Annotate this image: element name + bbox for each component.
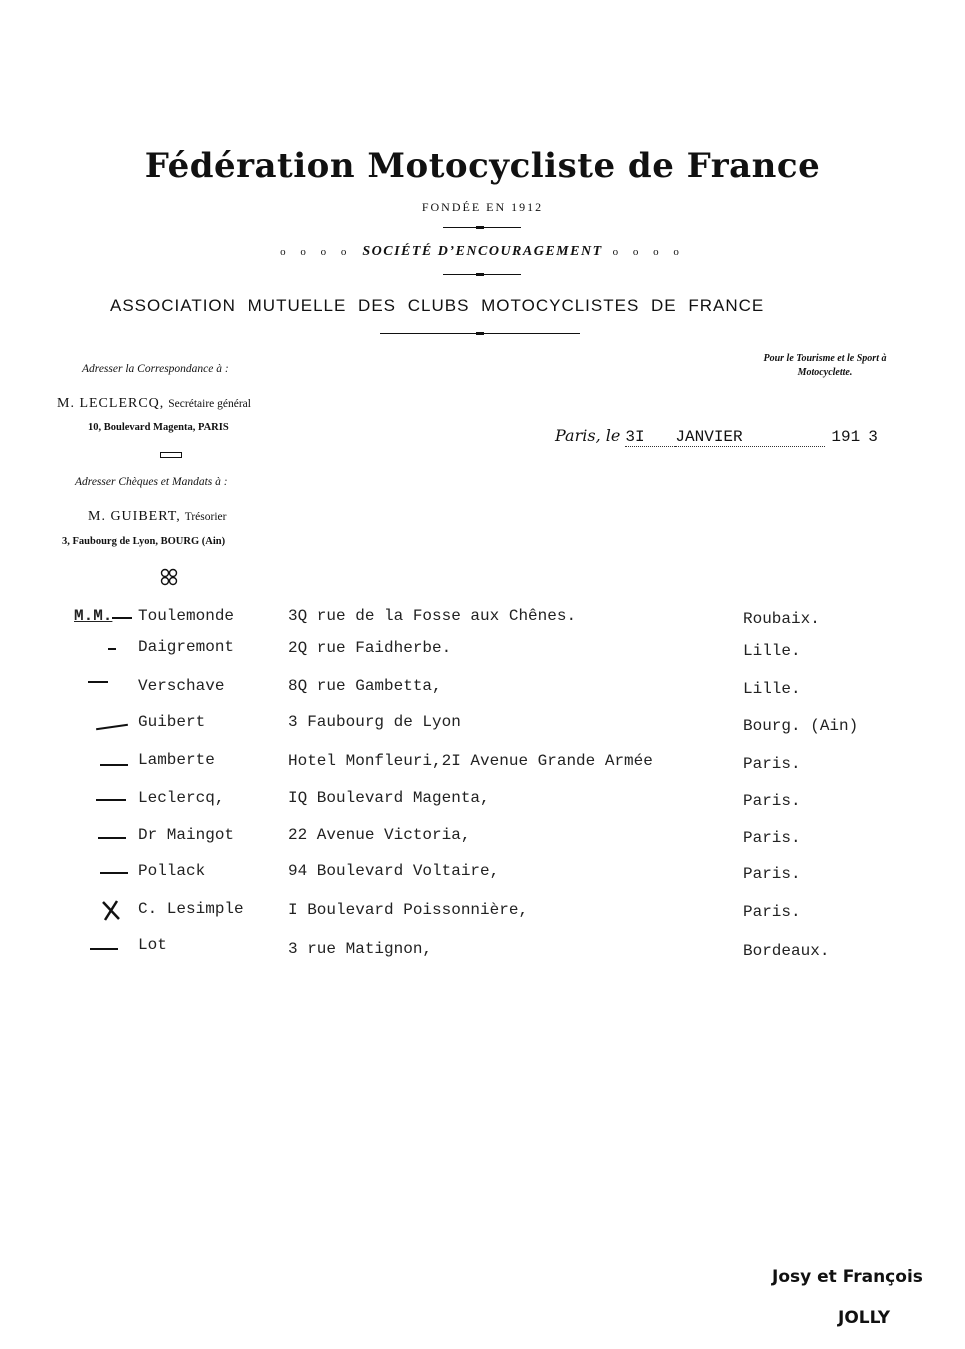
society-dots-left: o o o o xyxy=(280,246,353,258)
member-name: Lamberte xyxy=(138,751,215,769)
treasurer-line xyxy=(88,507,226,525)
founded-line: FONDÉE EN 1912 xyxy=(421,200,544,214)
member-city: Roubaix. xyxy=(743,610,820,628)
secretary-name: M. LECLERCQ, xyxy=(57,396,165,411)
row-dash xyxy=(96,724,128,730)
signature-line-1: Josy et François xyxy=(772,1267,923,1287)
small-box-ornament xyxy=(160,452,182,458)
member-name: Lot xyxy=(138,936,167,954)
secretary-line xyxy=(57,394,251,412)
row-dash xyxy=(90,948,118,950)
treasurer-role: Trésorier xyxy=(184,511,227,523)
cheques-label: Adresser Chèques et Mandats à : xyxy=(75,476,228,488)
ornament-knot xyxy=(476,226,484,229)
treasurer-address: 3, Faubourg de Lyon, BOURG (Ain) xyxy=(62,536,226,547)
row-dash xyxy=(96,799,126,801)
date-prefix: Paris, le xyxy=(555,426,621,445)
member-city: Lille. xyxy=(743,680,801,698)
signature-line-2: JOLLY xyxy=(838,1308,891,1328)
member-city: Paris. xyxy=(743,829,801,847)
member-city: Paris. xyxy=(743,903,801,921)
flower-ornament-icon xyxy=(158,568,180,586)
member-city: Paris. xyxy=(743,792,801,810)
member-city: Paris. xyxy=(743,755,801,773)
member-address: 3Q rue de la Fosse aux Chênes. xyxy=(288,607,577,625)
row-dash xyxy=(98,837,126,839)
member-address: 3 Faubourg de Lyon xyxy=(288,713,461,731)
row-dash xyxy=(88,681,108,683)
member-address: Hotel Monfleuri,2I Avenue Grande Armée xyxy=(288,752,653,770)
header-rule-knot xyxy=(476,332,484,335)
member-name: Guibert xyxy=(138,713,206,731)
member-city: Bourg. (Ain) xyxy=(743,717,859,735)
treasurer-name: M. GUIBERT, xyxy=(88,509,181,524)
association-line: ASSOCIATION MUTUELLE DES CLUBS MOTOCYCLISTES DE FRANCE xyxy=(110,296,765,315)
member-name: Toulemonde xyxy=(138,607,235,625)
member-address: 94 Boulevard Voltaire, xyxy=(288,862,500,880)
member-address: 8Q rue Gambetta, xyxy=(288,677,442,695)
member-city: Paris. xyxy=(743,865,801,883)
date-year-prefix: 191 xyxy=(831,428,861,446)
member-name: Daigremont xyxy=(138,638,235,656)
member-address: 22 Avenue Victoria, xyxy=(288,826,471,844)
letterhead-title: Fédération Motocycliste de France xyxy=(144,146,821,186)
member-name: Leclercq, xyxy=(138,789,225,807)
secretary-address: 10, Boulevard Magenta, PARIS xyxy=(88,422,229,433)
ornament-knot xyxy=(476,273,484,276)
row-dash xyxy=(100,764,128,766)
member-address: I Boulevard Poissonnière, xyxy=(288,901,529,919)
correspondence-label: Adresser la Correspondance à : xyxy=(82,363,229,375)
date-month: JANVIER xyxy=(675,428,825,447)
member-address: IQ Boulevard Magenta, xyxy=(288,789,490,807)
member-address: 3 rue Matignon, xyxy=(288,940,433,958)
row-dash xyxy=(108,648,116,650)
date-year-suffix: 3 xyxy=(868,428,878,446)
member-address: 2Q rue Faidherbe. xyxy=(288,639,452,657)
society-text: SOCIÉTÉ D’ENCOURAGEMENT xyxy=(362,244,603,259)
secretary-role: Secrétaire général xyxy=(168,398,251,410)
row-dash xyxy=(100,872,128,874)
tourism-note: Pour le Tourisme et le Sport à Motocyclette. xyxy=(763,353,887,378)
society-line xyxy=(0,244,965,260)
member-city: Lille. xyxy=(743,642,801,660)
row-dash xyxy=(112,617,132,619)
member-name: C. Lesimple xyxy=(138,900,244,918)
date-line xyxy=(555,426,878,447)
member-name: Dr Maingot xyxy=(138,826,235,844)
date-day: 3I xyxy=(625,428,675,447)
cross-mark-icon xyxy=(100,898,122,922)
member-name: Pollack xyxy=(138,862,206,880)
member-city: Bordeaux. xyxy=(743,942,830,960)
society-dots-right: o o o o xyxy=(612,246,685,258)
member-name: Verschave xyxy=(138,677,225,695)
list-prefix: M.M. xyxy=(74,607,113,625)
